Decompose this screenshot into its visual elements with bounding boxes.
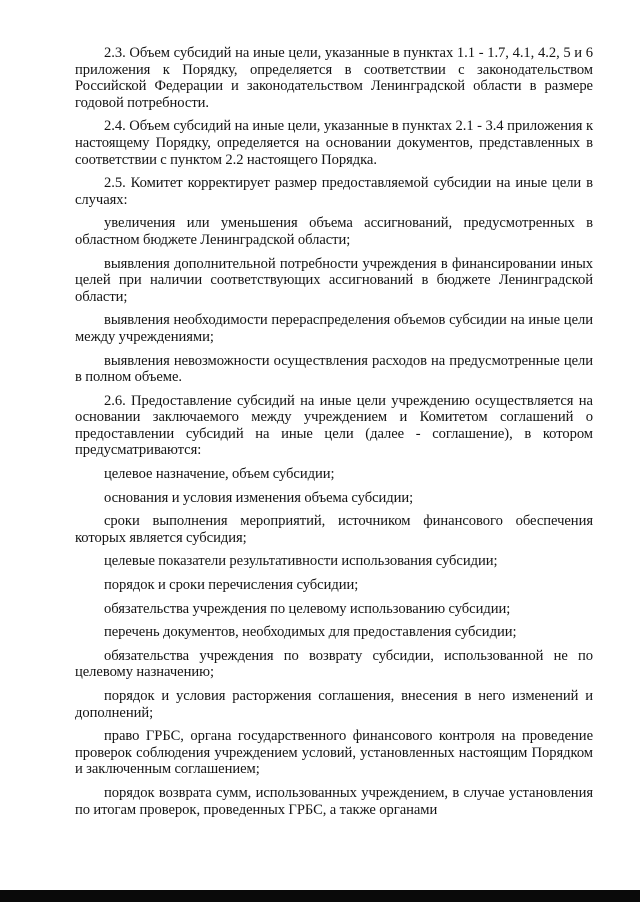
list-item: выявления невозможности осуществления расходов на предусмотренные цели в полном объеме.: [75, 352, 593, 386]
list-item: порядок и сроки перечисления субсидии;: [104, 577, 359, 594]
list-item: порядок возврата сумм, использованных учреждением, в случае установления по итогам проверок, проведенных ГРБС, а также органами: [75, 784, 593, 818]
list-item: обязательства учреждения по целевому использованию субсидии;: [104, 600, 511, 617]
scan-edge-bar: [0, 890, 640, 902]
list-item: обязательства учреждения по возврату субсидии, использованной не по целевому назначению;: [75, 647, 593, 681]
list-item: целевые показатели результативности использования субсидии;: [104, 553, 498, 570]
list-item: перечень документов, необходимых для предоставления субсидии;: [104, 624, 517, 641]
paragraph-2-5: 2.5. Комитет корректирует размер предоставляемой субсидии на иные цели в случаях:: [75, 175, 593, 208]
list-item: выявления необходимости перераспределения объемов субсидии на иные цели между учреждениями;: [75, 312, 593, 345]
document-body: [75, 45, 593, 825]
list-item: увеличения или уменьшения объема ассигнований, предусмотренных в областном бюджете Ленинградской области;: [75, 215, 593, 248]
list-item: целевое назначение, объем субсидии;: [104, 466, 335, 483]
paragraph-2-3: 2.3. Объем субсидий на иные цели, указанные в пунктах 1.1 - 1.7, 4.1, 4.2, 5 и 6 приложения к Порядку, определяется в соответствии с законодательством Российской Федерации и законодательством Ленинградской области в размере годовой потребности.: [75, 45, 593, 111]
list-item: сроки выполнения мероприятий, источником финансового обеспечения которых является субсидия;: [75, 513, 593, 546]
list-item: право ГРБС, органа государственного финансового контроля на проведение проверок соблюдения учреждением условий, установленных настоящим Порядком и заключенным соглашением;: [75, 728, 593, 778]
list-item: порядок и условия расторжения соглашения, внесения в него изменений и дополнений;: [75, 688, 593, 721]
list-item: выявления дополнительной потребности учреждения в финансировании иных целей при наличии соответствующих ассигнований в бюджете Ленинградской области;: [75, 255, 593, 305]
paragraph-2-6: 2.6. Предоставление субсидий на иные цели учреждению осуществляется на основании заключаемого между учреждением и Комитетом соглашений о предоставлении субсидий на иные цели (далее - соглашение), в котором предусматриваются:: [75, 392, 593, 459]
list-item: основания и условия изменения объема субсидии;: [104, 489, 414, 506]
paragraph-2-4: 2.4. Объем субсидий на иные цели, указанные в пунктах 2.1 - 3.4 приложения к настоящему Порядку, определяется на основании документов, представленных в соответствии с пунктом 2.2 настоящего Порядка.: [75, 118, 593, 168]
